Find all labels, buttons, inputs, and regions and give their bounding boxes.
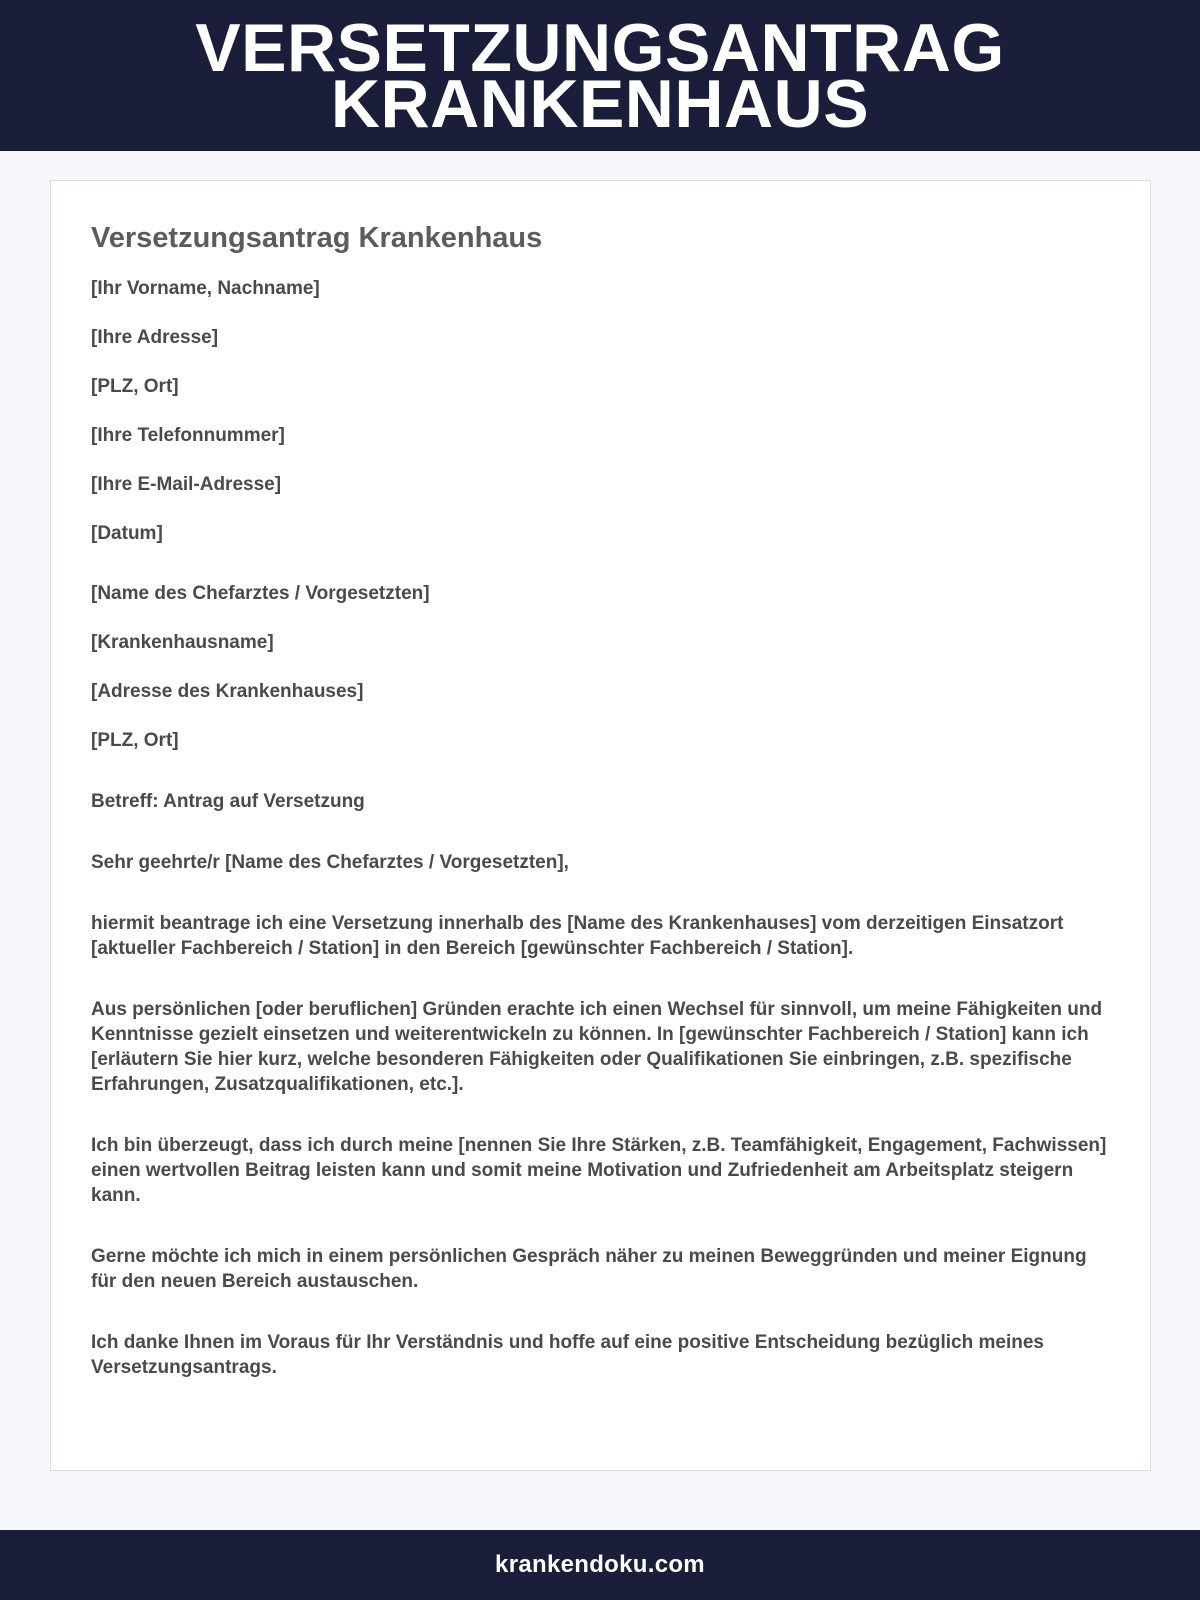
sender-postal-city: [PLZ, Ort]: [91, 376, 179, 397]
sender-email: [Ihre E-Mail-Adresse]: [91, 474, 282, 495]
sender-address: [Ihre Adresse]: [91, 327, 219, 348]
footer-site-link[interactable]: krankendoku.com: [495, 1551, 705, 1578]
sender-phone: [Ihre Telefonnummer]: [91, 425, 285, 446]
sender-date: [Datum]: [91, 523, 163, 544]
sender-name: [Ihr Vorname, Nachname]: [91, 278, 320, 299]
recipient-address: [Adresse des Krankenhauses]: [91, 681, 364, 702]
body-paragraph-2: Aus persönlichen [oder beruflichen] Gründen erachte ich einen Wechsel für sinnvoll, um meine Fähigkeiten und Kenntnisse gezielt einsetzen und weiterentwickeln zu können. In [gewünschter Fachbereich / Station] kann ich [erläutern Sie hier kurz, welche besonderen Fähigkeiten oder Qualifikationen Sie einbringen, z.B. spezifische Erfahrungen, Zusatzqualifikationen, etc.].: [91, 999, 1103, 1095]
page-header: [0, 0, 1200, 151]
header-title-line-1: VERSETZUNGSANTRAG: [195, 9, 1005, 86]
document-title: Versetzungsantrag Krankenhaus: [91, 222, 543, 254]
body-paragraph-3: Ich bin überzeugt, dass ich durch meine [nennen Sie Ihre Stärken, z.B. Teamfähigkeit, Engagement, Fachwissen] einen wertvollen Beitrag leisten kann und somit meine Motivation und Zufriedenheit am Arbeitsplatz steigern kann.: [91, 1135, 1107, 1206]
subject-line: Betreff: Antrag auf Versetzung: [91, 791, 365, 812]
recipient-hospital: [Krankenhausname]: [91, 632, 274, 653]
sender-block: [91, 277, 1111, 546]
letter-content: [91, 221, 1111, 1416]
recipient-postal-city: [PLZ, Ort]: [91, 730, 179, 751]
body-paragraph-5: Ich danke Ihnen im Voraus für Ihr Verständnis und hoffe auf eine positive Entscheidung bezüglich meines Versetzungsantrags.: [91, 1332, 1044, 1378]
recipient-name: [Name des Chefarztes / Vorgesetzten]: [91, 583, 430, 604]
salutation: Sehr geehrte/r [Name des Chefarztes / Vorgesetzten],: [91, 852, 569, 873]
header-title-line-2: KRANKENHAUS: [330, 65, 870, 142]
page-footer: [0, 1530, 1200, 1600]
letter-card: [50, 180, 1151, 1471]
body-paragraph-4: Gerne möchte ich mich in einem persönlichen Gespräch näher zu meinen Beweggründen und meiner Eignung für den neuen Bereich austauschen.: [91, 1246, 1087, 1292]
recipient-block: [91, 582, 1111, 753]
body-paragraph-1: hiermit beantrage ich eine Versetzung innerhalb des [Name des Krankenhauses] vom derzeitigen Einsatzort [aktueller Fachbereich / Station] in den Bereich [gewünschter Fachbereich / Station].: [91, 913, 1064, 959]
